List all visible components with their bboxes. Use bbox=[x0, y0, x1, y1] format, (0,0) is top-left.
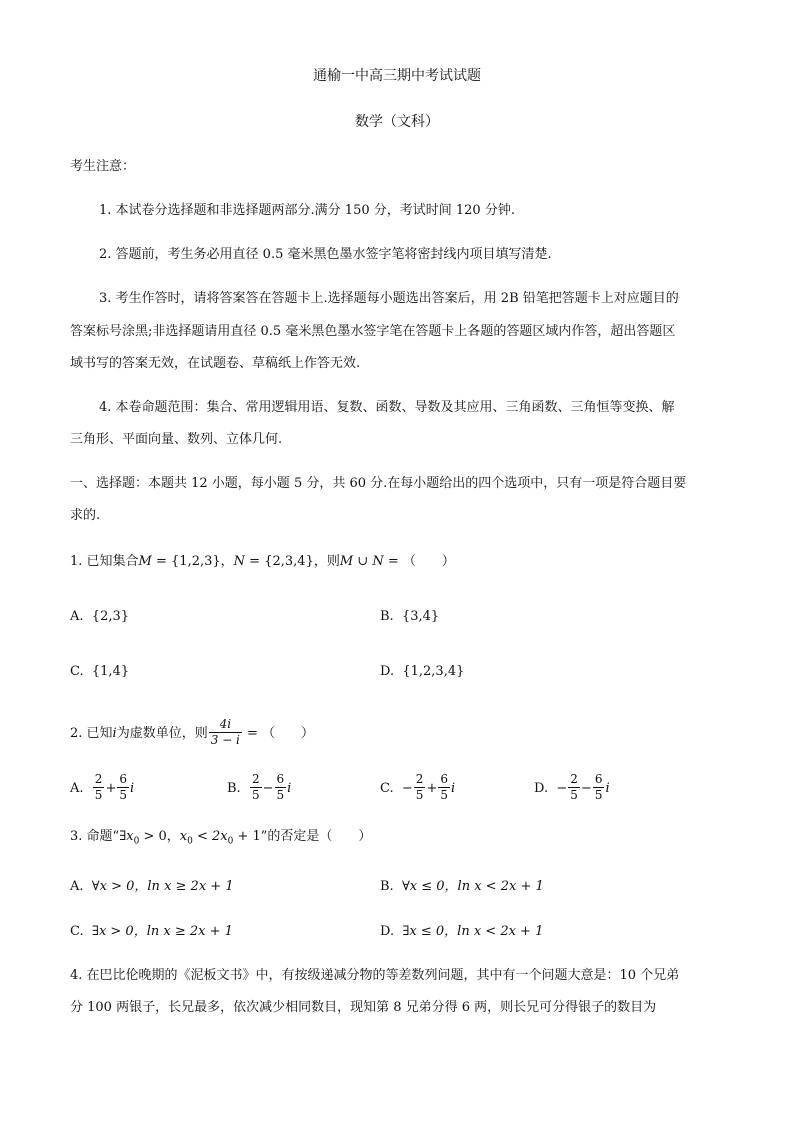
denominator: 5 bbox=[94, 788, 103, 802]
fraction bbox=[568, 772, 580, 803]
q1-prefix: 1. 已知集合 bbox=[70, 554, 139, 569]
fraction bbox=[593, 772, 605, 803]
subscript: 0 bbox=[227, 836, 234, 847]
option-label: C. bbox=[380, 781, 394, 796]
denominator: 5 bbox=[594, 788, 603, 802]
question-1-stem bbox=[70, 553, 455, 571]
operator: + bbox=[426, 781, 438, 796]
notice-item-3-line-1: 3. 考生作答时，请将答案答在答题卡上.选择题每小题选出答案后，用 2B 铅笔把答题卡上对应题目的 bbox=[99, 291, 679, 306]
notice-item-3-line-2: 答案标号涂黑;非选择题请用直径 0.5 毫米黑色墨水签字笔在答题卡上各题的答题区域内作答，超出答题区 bbox=[70, 324, 676, 339]
imaginary-unit: i bbox=[450, 781, 456, 796]
option-value: ∃x > 0，ln x ≥ 2x + 1 bbox=[91, 924, 233, 939]
q2-option-a bbox=[70, 773, 134, 804]
q2-fraction-denominator: 3 − i bbox=[210, 733, 240, 747]
operator: − bbox=[262, 781, 274, 796]
q1-m-set: {1,2,3} bbox=[171, 554, 221, 569]
option-value: {3,4} bbox=[401, 609, 440, 624]
question-3-stem bbox=[70, 828, 371, 851]
imaginary-unit: i bbox=[605, 781, 610, 796]
fraction bbox=[438, 772, 450, 803]
q1-n-set: {2,3,4} bbox=[264, 554, 314, 569]
q1-union: M ∪ N bbox=[339, 554, 384, 569]
denominator: 5 bbox=[440, 788, 448, 802]
q2-fraction-numerator: 4i bbox=[209, 717, 242, 733]
q3-tail: ”的否定是（ ） bbox=[260, 829, 372, 844]
q3-exists-x: ∃x bbox=[119, 829, 134, 844]
q3-plus-one: + 1 bbox=[233, 829, 261, 844]
option-label: D. bbox=[380, 924, 395, 939]
question-4-line-1: 4. 在巴比伦晚期的《泥板文书》中，有按级递减分物的等差数列问题，其中有一个问题大意是：10 个兄弟 bbox=[70, 968, 680, 983]
option-label: A. bbox=[70, 609, 84, 624]
q2-tail: = （ ） bbox=[242, 726, 315, 741]
q3-option-a bbox=[70, 878, 234, 896]
numerator: 6 bbox=[276, 772, 285, 786]
denominator: 5 bbox=[415, 788, 424, 802]
question-2-stem bbox=[70, 718, 314, 749]
option-value: ∀x ≤ 0，ln x < 2x + 1 bbox=[401, 879, 544, 894]
section-1-heading-line-1: 一、选择题：本题共 12 小题，每小题 5 分，共 60 分.在每小题给出的四个选项中，只有一项是符合题目要 bbox=[70, 476, 687, 491]
numerator: 2 bbox=[415, 772, 424, 786]
operator: + bbox=[105, 781, 117, 796]
option-label: B. bbox=[380, 609, 394, 624]
option-label: D. bbox=[534, 781, 549, 796]
exam-subtitle: 数学（文科） bbox=[355, 114, 439, 130]
notice-heading: 考生注意： bbox=[70, 159, 136, 174]
q2-option-c bbox=[380, 773, 455, 804]
option-value: ∃x ≤ 0，ln x < 2x + 1 bbox=[402, 924, 544, 939]
q1-eq-2: = bbox=[245, 554, 265, 569]
q1-set-m: M bbox=[138, 554, 152, 569]
exam-title: 通榆一中高三期中考试试题 bbox=[313, 68, 481, 84]
q2-option-b bbox=[227, 773, 291, 804]
fraction bbox=[275, 772, 287, 803]
q1-set-n: N bbox=[233, 554, 246, 569]
subscript: 0 bbox=[187, 836, 193, 847]
q3-x: x bbox=[179, 829, 188, 844]
fraction bbox=[117, 772, 129, 803]
option-value: {2,3} bbox=[91, 609, 130, 624]
q1-eq: = bbox=[151, 554, 172, 569]
numerator: 2 bbox=[94, 772, 103, 786]
option-label: B. bbox=[380, 879, 394, 894]
denominator: 5 bbox=[119, 788, 127, 802]
denominator: 5 bbox=[570, 788, 578, 802]
q2-prefix: 2. 已知 bbox=[70, 726, 113, 741]
q3-option-d bbox=[380, 923, 543, 941]
option-sign: − bbox=[401, 781, 413, 796]
notice-item-4-line-1: 4. 本卷命题范围：集合、常用逻辑用语、复数、函数、导数及其应用、三角函数、三角恒等变换、解 bbox=[99, 400, 675, 415]
notice-item-2: 2. 答题前，考生务必用直径 0.5 毫米黑色墨水签字笔将密封线内项目填写清楚. bbox=[99, 247, 552, 262]
option-label: D. bbox=[380, 664, 395, 679]
operator: − bbox=[580, 781, 592, 796]
imaginary-unit: i bbox=[129, 781, 135, 796]
q2-option-d bbox=[534, 773, 610, 804]
fraction bbox=[414, 772, 426, 803]
subscript: 0 bbox=[133, 836, 140, 847]
option-label: B. bbox=[227, 781, 241, 796]
q1-tail: = （ ） bbox=[383, 554, 455, 569]
q3-condition: > 0， bbox=[139, 829, 180, 844]
denominator: 5 bbox=[251, 788, 260, 802]
q2-mid: 为虚数单位，则 bbox=[116, 726, 208, 741]
q3-option-b bbox=[380, 878, 544, 896]
option-label: C. bbox=[70, 664, 84, 679]
numerator: 2 bbox=[251, 772, 260, 786]
fraction bbox=[93, 772, 105, 803]
option-label: A. bbox=[70, 781, 84, 796]
q1-sep: ， bbox=[220, 554, 234, 569]
option-value: {1,2,3,4} bbox=[402, 664, 465, 679]
notice-item-3-line-3: 域书写的答案无效，在试题卷、草稿纸上作答无效. bbox=[70, 356, 361, 371]
option-label: C. bbox=[70, 924, 84, 939]
q1-option-d bbox=[380, 663, 464, 681]
q1-option-b bbox=[380, 608, 439, 626]
q1-option-a bbox=[70, 608, 129, 626]
numerator: 2 bbox=[570, 772, 578, 786]
notice-item-4-line-2: 三角形、平面向量、数列、立体几何. bbox=[70, 432, 283, 447]
denominator: 5 bbox=[276, 788, 285, 802]
q3-prefix: 3. 命题“ bbox=[70, 829, 120, 844]
imaginary-unit: i bbox=[287, 781, 292, 796]
q3-inequality: < 2x bbox=[192, 829, 228, 844]
option-value: {1,4} bbox=[91, 664, 130, 679]
notice-item-1: 1. 本试卷分选择题和非选择题两部分.满分 150 分，考试时间 120 分钟. bbox=[99, 203, 515, 218]
option-label: A. bbox=[70, 879, 84, 894]
numerator: 6 bbox=[119, 772, 127, 786]
q1-then: ，则 bbox=[313, 554, 340, 569]
q1-option-c bbox=[70, 663, 129, 681]
fraction bbox=[250, 772, 262, 803]
numerator: 6 bbox=[440, 772, 448, 786]
q2-i: i bbox=[112, 726, 117, 741]
option-value: ∀x > 0，ln x ≥ 2x + 1 bbox=[91, 879, 234, 894]
section-1-heading-line-2: 求的. bbox=[70, 508, 101, 523]
question-4-line-2: 分 100 两银子，长兄最多，依次减少相同数目，现知第 8 兄弟分得 6 两，则长兄可分得银子的数目为 bbox=[70, 1000, 657, 1015]
option-sign: − bbox=[556, 781, 568, 796]
numerator: 6 bbox=[594, 772, 603, 786]
q2-fraction bbox=[209, 717, 242, 748]
q3-option-c bbox=[70, 923, 233, 941]
